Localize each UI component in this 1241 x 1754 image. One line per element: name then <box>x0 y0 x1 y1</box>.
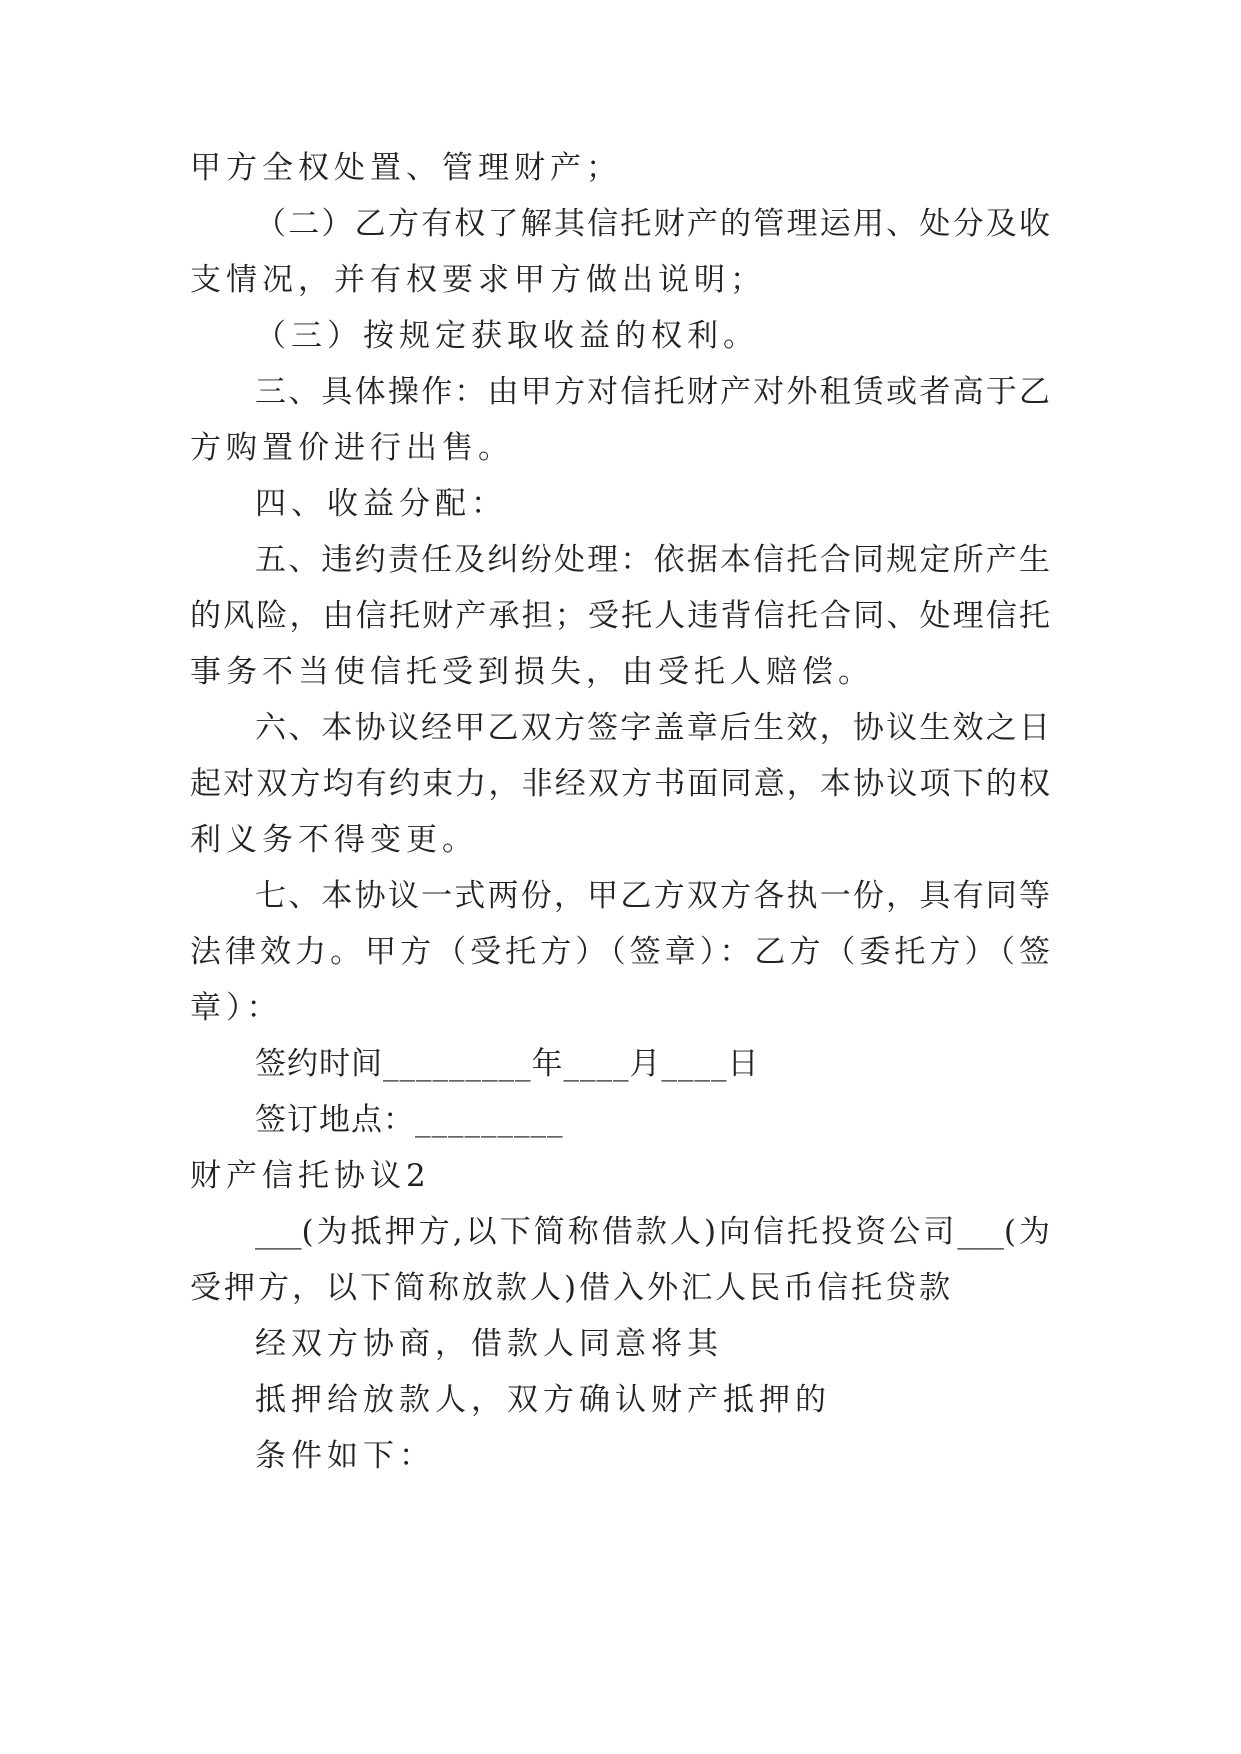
text-line: 受押方，以下简称放款人)借入外汇人民币信托贷款 <box>190 1270 954 1306</box>
text-line: 四、收益分配： <box>255 486 507 522</box>
text-line: 事务不当使信托受到损失，由受托人赔偿。 <box>190 654 874 690</box>
text-line: 支情况，并有权要求甲方做出说明； <box>190 262 766 298</box>
text-line: 三、具体操作：由甲方对信托财产对外租赁或者高于乙 <box>255 374 1050 410</box>
text-line: 五、违约责任及纠纷处理：依据本信托合同规定所产生 <box>255 542 1050 578</box>
text-line: 七、本协议一式两份，甲乙方双方各执一份，具有同等 <box>255 878 1050 914</box>
text-line: 方购置价进行出售。 <box>190 430 514 466</box>
text-line: 利义务不得变更。 <box>190 822 478 858</box>
text-line: 的风险，由信托财产承担；受托人违背信托合同、处理信托 <box>190 598 1050 634</box>
signing-date-line: 签约时间_________年____月____日 <box>255 1046 760 1082</box>
text-line: 甲方全权处置、管理财产； <box>190 150 622 186</box>
text-line: 章）： <box>190 990 283 1026</box>
text-line: 经双方协商，借款人同意将其 <box>255 1326 723 1362</box>
text-line: 条件如下： <box>255 1438 435 1474</box>
text-line: 法律效力。甲方（受托方）（签章）：乙方（委托方）（签 <box>190 934 1050 970</box>
text-line: （二）乙方有权了解其信托财产的管理运用、处分及收 <box>255 206 1050 242</box>
signing-place-line: 签订地点：_________ <box>255 1102 564 1138</box>
text-line: 六、本协议经甲乙双方签字盖章后生效，协议生效之日 <box>255 710 1050 746</box>
text-line: 抵押给放款人，双方确认财产抵押的 <box>255 1382 831 1418</box>
text-line: ___(为抵押方,以下简称借款人)向信托投资公司___(为 <box>255 1214 1050 1250</box>
text-line: 起对双方均有约束力，非经双方书面同意，本协议项下的权 <box>190 766 1050 802</box>
section-title: 财产信托协议2 <box>190 1158 431 1194</box>
text-line: （三）按规定获取收益的权利。 <box>255 318 759 354</box>
